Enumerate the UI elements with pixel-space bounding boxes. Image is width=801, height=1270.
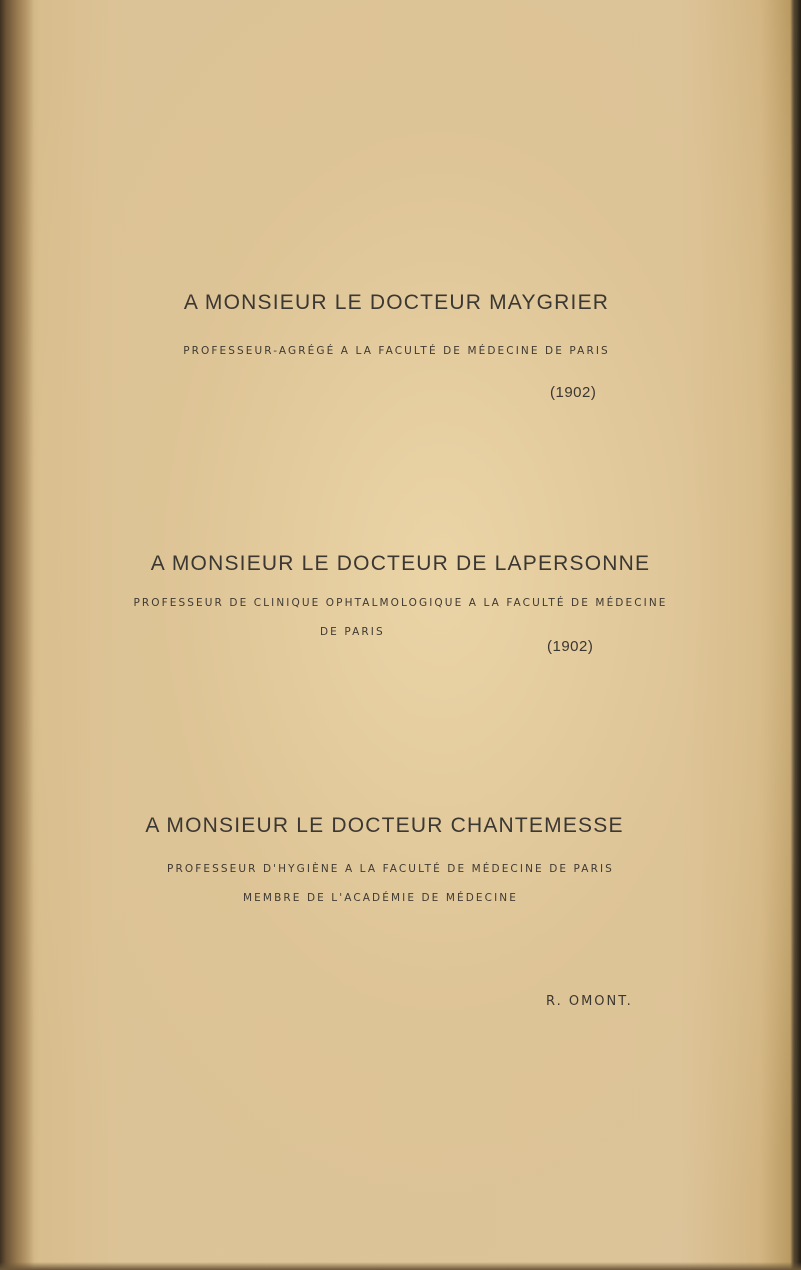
page-binding-shadow xyxy=(0,0,34,1270)
page-bottom-edge xyxy=(0,1262,801,1270)
dedication-3-heading: A MONSIEUR LE DOCTEUR CHANTEMESSE xyxy=(145,814,624,837)
dedication-1-year: (1902) xyxy=(550,384,597,401)
dedication-1-title: PROFESSEUR-AGRÉGÉ A LA FACULTÉ DE MÉDECINE DE PARIS xyxy=(183,345,610,357)
dedication-2-title: PROFESSEUR DE CLINIQUE OPHTALMOLOGIQUE A LA FACULTÉ DE MÉDECINE xyxy=(133,597,668,609)
dedication-2-heading: A MONSIEUR LE DOCTEUR DE LAPERSONNE xyxy=(150,552,651,575)
dedication-2-title-continued: DE PARIS xyxy=(320,626,385,638)
signature: R. OMONT. xyxy=(546,994,633,1009)
dedication-3-title: PROFESSEUR D'HYGIÈNE A LA FACULTÉ DE MÉDECINE DE PARIS xyxy=(167,863,614,875)
page-right-edge xyxy=(791,0,801,1270)
dedication-1-heading: A MONSIEUR LE DOCTEUR MAYGRIER xyxy=(183,291,610,314)
dedication-3-membership: MEMBRE DE L'ACADÉMIE DE MÉDECINE xyxy=(243,892,518,904)
dedication-2-year: (1902) xyxy=(547,638,594,655)
